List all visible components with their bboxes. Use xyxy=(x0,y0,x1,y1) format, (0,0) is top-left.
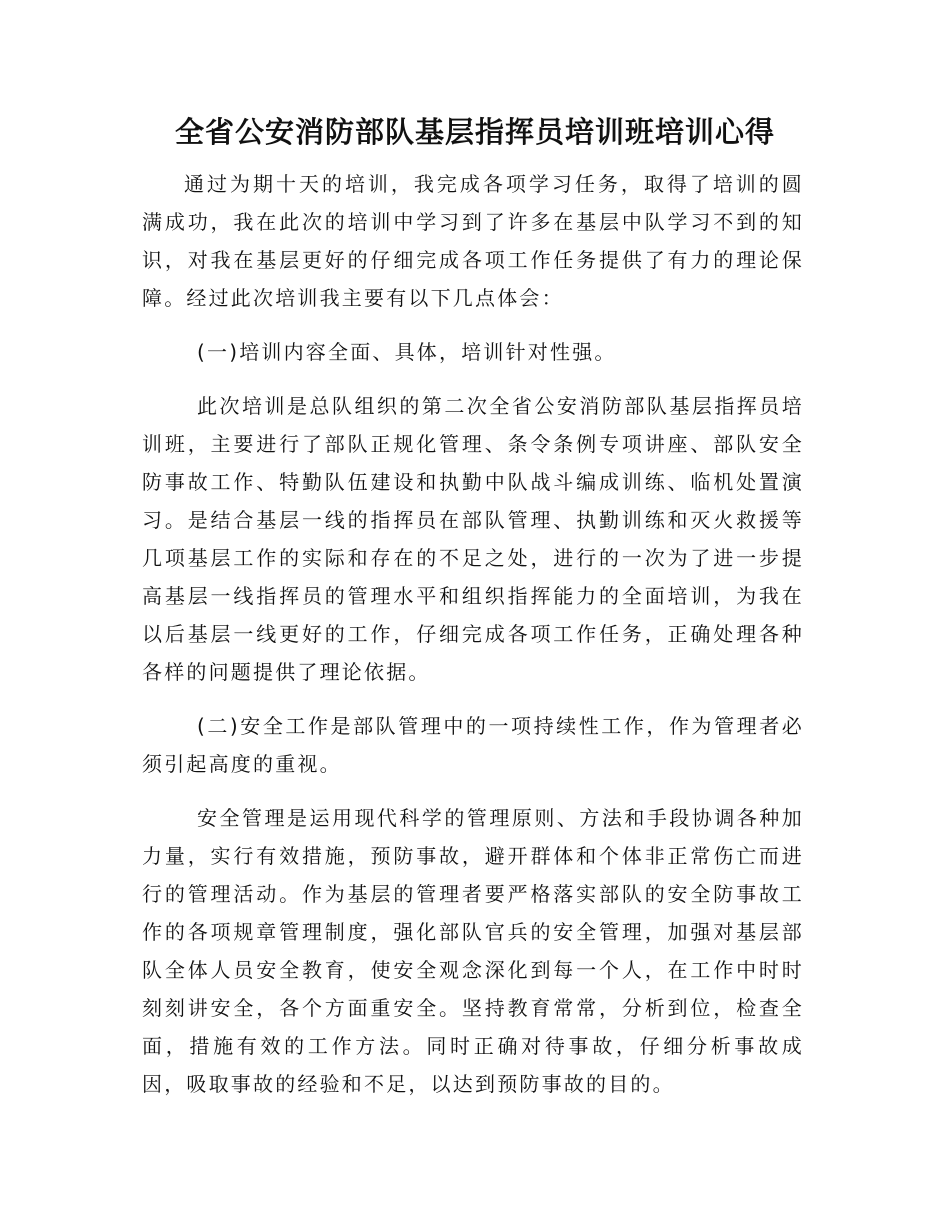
document-body xyxy=(142,165,804,1103)
paragraph-training-content: 此次培训是总队组织的第二次全省公安消防部队基层指挥员培训班，主要进行了部队正规化管理、条令条例专项讲座、部队安全防事故工作、特勤队伍建设和执勤中队战斗编成训练、临机处置演习。是结合基层一线的指挥员在部队管理、执勤训练和灭火救援等几项基层工作的实际和存在的不足之处，进行的一次为了进一步提高基层一线指挥员的管理水平和组织指挥能力的全面培训，为我在以后基层一线更好的工作，仔细完成各项工作任务，正确处理各种各样的问题提供了理论依据。 xyxy=(142,394,804,684)
section-heading-1: (一)培训内容全面、具体，培训针对性强。 xyxy=(197,340,617,364)
section-heading-2: (二)安全工作是部队管理中的一项持续性工作，作为管理者必须引起高度的重视。 xyxy=(142,714,804,776)
paragraph-safety-management: 安全管理是运用现代科学的管理原则、方法和手段协调各种加力量，实行有效措施，预防事故，避开群体和个体非正常伤亡而进行的管理活动。作为基层的管理者要严格落实部队的安全防事故工作的各项规章管理制度，强化部队官兵的安全管理，加强对基层部队全体人员安全教育，使安全观念深化到每一个人，在工作中时时刻刻讲安全，各个方面重安全。坚持教育常常，分析到位，检查全面，措施有效的工作方法。同时正确对待事故，仔细分析事故成因，吸取事故的经验和不足，以达到预防事故的目的。 xyxy=(142,806,804,1096)
paragraph-intro: 通过为期十天的培训，我完成各项学习任务，取得了培训的圆满成功，我在此次的培训中学习到了许多在基层中队学习不到的知识，对我在基层更好的仔细完成各项工作任务提供了有力的理论保障。经过此次培训我主要有以下几点体会： xyxy=(142,172,804,310)
document-title: 全省公安消防部队基层指挥员培训班培训心得 xyxy=(174,115,775,149)
